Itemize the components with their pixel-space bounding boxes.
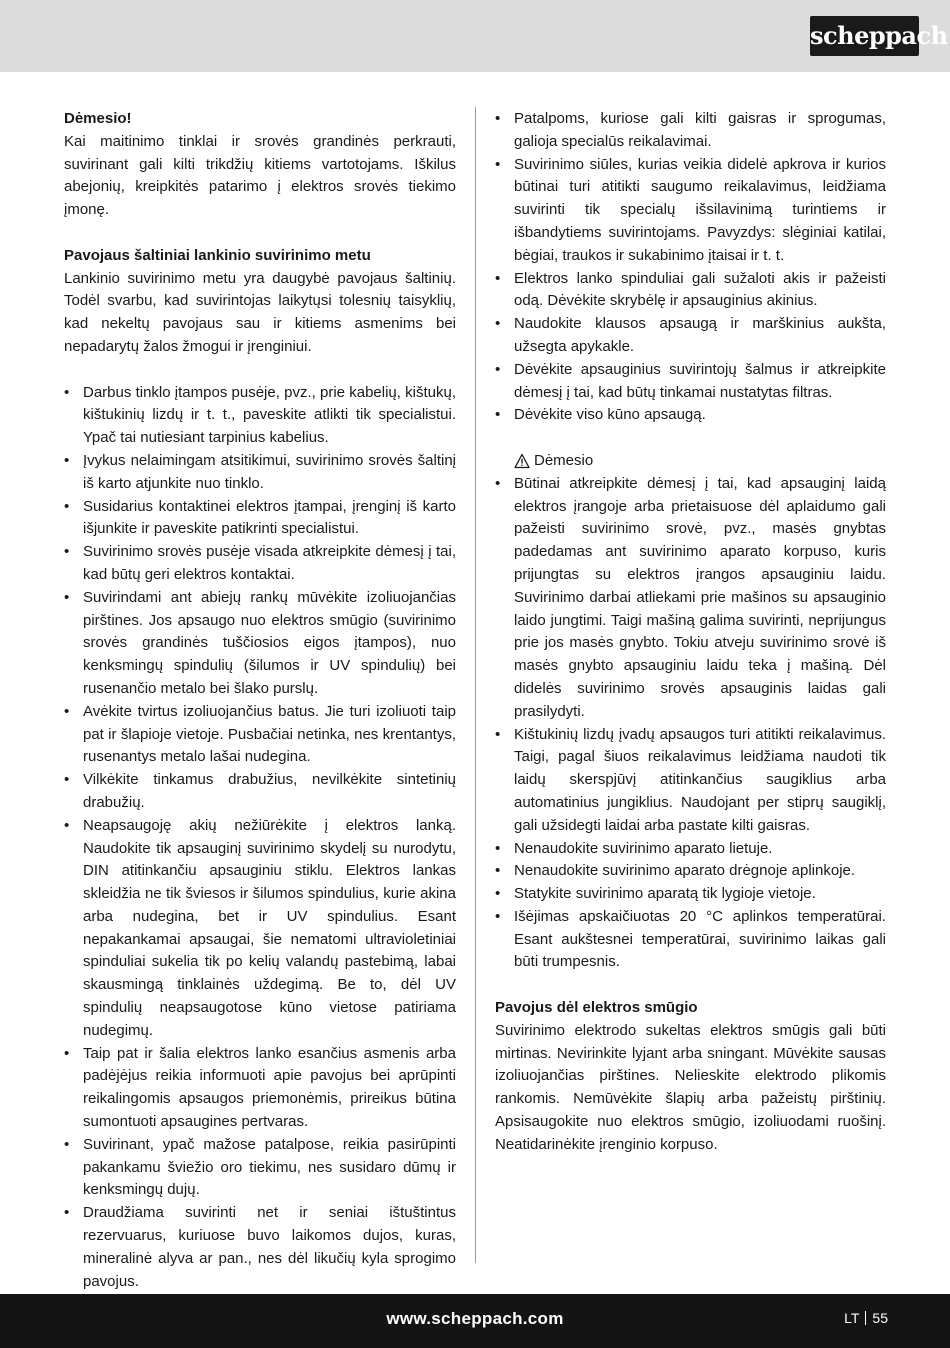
list-item: • Patalpoms, kuriose gali kilti gaisras ir sprogumas, galioja specialūs reikalavimai. — [495, 110, 886, 150]
list-item: • Suvirinimo srovės pusėje visada atkreipkite dėmesį į tai, kad būtų geri elektros kontaktai. — [64, 543, 456, 583]
bullet-icon: • — [495, 269, 501, 287]
attention-text: Kai maitinimo tinklai ir srovės grandinės perkrauti, suvirinant gali kilti trikdžių kitiems vartotojams. Iškilus abejonių, kreipkitės patarimo į elektros srovės tiekimo įmonę. — [64, 132, 456, 219]
list-item: • Vilkėkite tinkamus drabužius, nevilkėkite sintetinių drabužių. — [64, 771, 456, 811]
list-item: • Dėvėkite apsauginius suvirintojų šalmus ir atkreipkite dėmesį į tai, kad būtų tinkamai nustatytas filtras. — [495, 360, 886, 401]
list-item: • Kištukinių lizdų įvadų apsaugos turi atitikti reikalavimus. Taigi, pagal šiuos reikalavimus leidžiama naudoti tik laidų skerspjūvį atitinkančius saugiklius arba automatinius jungiklius. Naudojant per stiprų saugiklį, gali užsidegti laidai arba pastate kilti gaisras. — [495, 725, 886, 834]
bullet-icon: • — [64, 543, 70, 561]
list-item: • Statykite suvirinimo aparatą tik lygioje vietoje. — [495, 883, 886, 906]
hazards-text: Lankinio suvirinimo metu yra daugybė pavojaus šaltinių. Todėl svarbu, kad suvirintojas laikytųsi tolesnių taisyklių, kad nekeltų pavojaus sau ir kitiems asmenims bei nepadarytų žalos žmogui ir įrenginiui. — [64, 269, 456, 355]
list-item: • Darbus tinklo įtampos pusėje, pvz., prie kabelių, kištukų, kištukinių lizdų ir t. t., paveskite atlikti tik specialistui. Ypač tai nutiesiant tarpinius kabelius. — [64, 383, 456, 447]
bullet-icon: • — [495, 907, 501, 925]
list-item: • Būtinai atkreipkite dėmesį į tai, kad apsauginį laidą elektros įrangoje arba prietaisuose dėl aplaidumo gali pažeisti suvirinimo srovė, pvz., masės gnybtas padedamas ant suvirinimo aparato korpuso, kuris prijungtas su elektros įrangos apsauginiu laidu. Suvirinimo darbai atliekami prie mašinos su apsauginio laido jungtimi. Taigi mašiną galima suvirinti, neprijungus prie jos masės gnybto. Tokiu atveju suvirinimo srovė iš masės gnybto apsauginiu laidu teka į mašiną. Dėl didelės suvirinimo srovės apsauginis laidas gali prasilydyti. — [495, 474, 886, 720]
footer-url-link[interactable]: www.scheppach.com — [386, 1309, 564, 1328]
bullet-icon: • — [495, 474, 501, 492]
list-item: • Draudžiama suvirinti net ir seniai ištuštintus rezervuarus, kuriuose buvo laikomos dujos, kuras, mineralinė alyva ar pan., nes dėl likučių kyla sprogimo pavojus. — [64, 1204, 456, 1290]
list-item: • Įvykus nelaimingam atsitikimui, suvirinimo srovės šaltinį iš karto atjunkite nuo tinklo. — [64, 451, 456, 492]
list-item: • Dėvėkite viso kūno apsaugą. — [495, 404, 886, 427]
footer-band — [0, 1294, 950, 1348]
right-bullet-list-top — [495, 108, 886, 427]
bullet-icon: • — [495, 862, 501, 880]
list-item: • Nenaudokite suvirinimo aparato drėgnoje aplinkoje. — [495, 860, 886, 883]
bullet-icon: • — [495, 315, 501, 333]
bullet-icon: • — [495, 885, 501, 903]
bullet-icon: • — [495, 406, 501, 424]
page-number: 55 — [872, 1310, 888, 1326]
list-item: • Išėjimas apskaičiuotas 20 °C aplinkos temperatūrai. Esant aukštesnei temperatūrai, suvirinimo laikas gali būti trumpesnis. — [495, 907, 886, 971]
list-item: • Neapsaugoję akių nežiūrėkite į elektros lanką. Naudokite tik apsauginį suvirinimo skydelį su nurodytu, DIN atitinkančiu apsauginiu stiklu. Elektros lankas skleidžia ne tik šviesos ir šilumos spindulius, kurie akina arba nudegina, bet ir UV spindulius. Esant nepakankamai apsaugai, šie nematomi ultravioletiniai spinduliai sukelia tik po kelių valandų pastebimą, labai skausmingą tinklainės uždegimą. Be to, dėl UV spindulių neapsaugotose kūno vietose patiriama nudegimų. — [64, 816, 456, 1039]
attention-title: Dėmesio! — [64, 110, 132, 127]
left-bullet-list — [64, 382, 456, 1294]
list-item: • Taip pat ir šalia elektros lanko esančius asmenis arba padėjėjus reikia informuoti apie pavojus bei aprūpinti reikalingomis apsaugos priemonėmis, prireikus būtina sumontuoti apsaugines pertvaras. — [64, 1044, 456, 1131]
header-band — [0, 0, 950, 72]
bullet-icon: • — [64, 588, 70, 606]
warning-heading — [495, 450, 886, 473]
list-item: • Elektros lanko spinduliai gali sužaloti akis ir pažeisti odą. Dėvėkite skrybėlę ir apsauginius akinius. — [495, 269, 886, 310]
bullet-icon: • — [495, 360, 501, 378]
shock-title: Pavojus dėl elektros smūgio — [495, 999, 698, 1017]
column-divider — [475, 107, 476, 1263]
right-column — [495, 108, 886, 1157]
bullet-icon: • — [64, 1204, 70, 1222]
language-code: LT — [844, 1310, 860, 1326]
bullet-icon: • — [495, 110, 501, 127]
list-item: • Susidarius kontaktinei elektros įtampai, įrenginį iš karto išjunkite ir paveskite patikrinti specialistui. — [64, 497, 456, 538]
bullet-icon: • — [64, 816, 70, 834]
bullet-icon: • — [64, 702, 70, 720]
list-item: • Nenaudokite suvirinimo aparato lietuje. — [495, 838, 886, 861]
bullet-icon: • — [64, 1135, 70, 1153]
list-item: • Suvirinant, ypač mažose patalpose, reikia pasirūpinti pakankamu šviežio oro tiekimu, nes susidaro dūmų ir kenksmingų dujų. — [64, 1135, 456, 1199]
list-item: • Suvirindami ant abiejų rankų mūvėkite izoliuojančias pirštines. Jos apsaugo nuo elektros smūgio (suvirinimo srovės grandinės tuščiosios eigos įtampos), nuo kenksmingų spindulių (šilumos ir UV spindulių) bei rusenančio metalo bei šlako purslų. — [64, 588, 456, 697]
bullet-icon: • — [64, 383, 70, 401]
list-item: • Naudokite klausos apsaugą ir marškinius aukšta, užsegta apykakle. — [495, 315, 886, 355]
bullet-icon: • — [495, 725, 501, 743]
bullet-icon: • — [64, 497, 70, 515]
bullet-icon: • — [495, 155, 501, 173]
bullet-icon: • — [64, 1044, 70, 1062]
bullet-icon: • — [64, 451, 70, 469]
left-column — [64, 108, 456, 1293]
right-bullet-list-warning — [495, 473, 886, 975]
warning-triangle-icon — [514, 453, 530, 469]
list-item: • Avėkite tvirtus izoliuojančius batus. Jie turi izoliuoti taip pat ir šlapioje vietoje. Pusbačiai netinka, nes krentantys, rusenantys metalo lašai nudegina. — [64, 702, 456, 766]
bullet-icon: • — [495, 839, 501, 857]
shock-text: Suvirinimo elektrodo sukeltas elektros smūgis gali būti mirtinas. Nevirinkite lyjant arba sningant. Mūvėkite sausas izoliuojančias pirštines. Nelieskite elektrodo plikomis rankomis. Nemūvėkite šlapių arba pažeistų pirštinių. Apsisaugokite nuo elektros smūgio, izoliuodami ruošinį. Neatidarinėkite įrenginio korpuso. — [495, 1021, 886, 1153]
page-indicator — [844, 1310, 888, 1326]
bullet-icon: • — [64, 771, 70, 789]
scheppach-logo: scheppach — [810, 16, 919, 56]
list-item: • Suvirinimo siūles, kurias veikia didelė apkrova ir kurios būtinai turi atitikti saugumo reikalavimus, leidžiama suvirinti tik specialų išsilavinimą turintiems ir išbandytiems suvirintojams. Pavyzdys: slėginiai katilai, bėgiai, traukos ir sukabinimo įtaisai ir t. t. — [495, 155, 886, 264]
page-separator — [865, 1311, 866, 1325]
hazards-title: Pavojaus šaltiniai lankinio suvirinimo metu — [64, 246, 371, 264]
warning-title: Dėmesio — [534, 451, 594, 469]
